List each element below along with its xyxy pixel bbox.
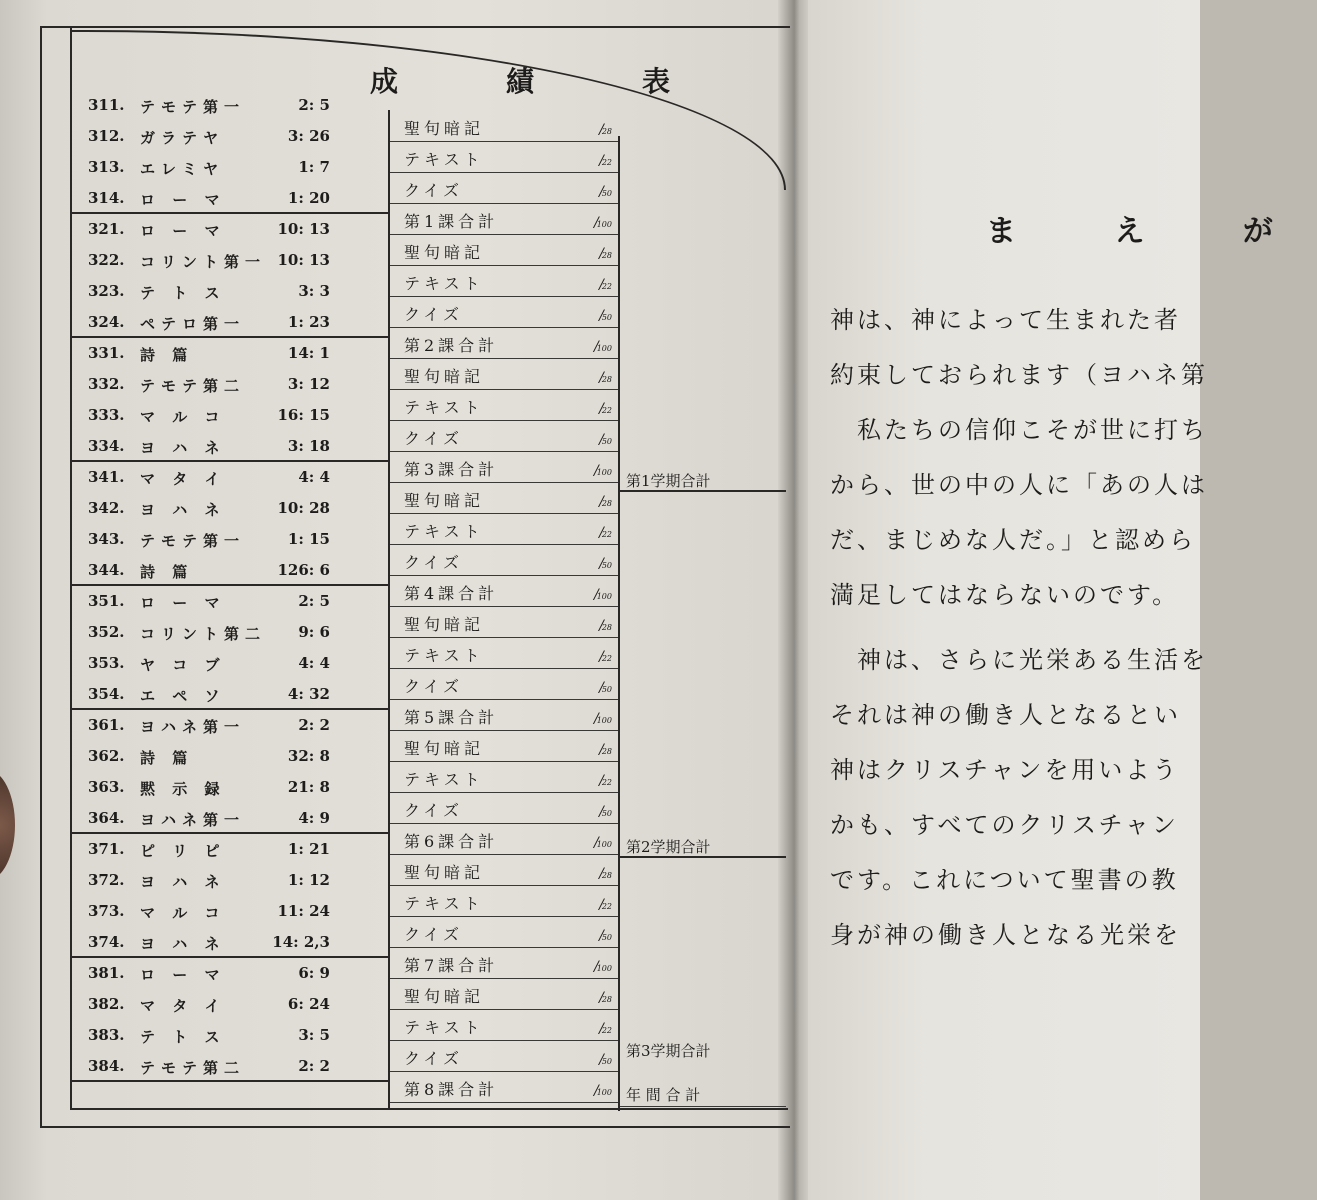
verse-book: ヨ ハ ネ (140, 501, 226, 519)
term-total-label: 第1学期合計 (626, 472, 711, 490)
score-item-label: 聖句暗記 (404, 243, 485, 262)
verse-number: 324. (88, 313, 125, 331)
verse-row (88, 553, 338, 583)
verse-number: 371. (88, 840, 125, 858)
max-score: / 28 (599, 618, 612, 634)
verse-reference: 14: 1 (287, 344, 330, 362)
verse-reference: 10: 13 (277, 220, 330, 238)
verse-row (88, 181, 338, 211)
verse-reference: 3: 5 (298, 1026, 330, 1044)
verse-row (88, 863, 338, 893)
score-item (398, 544, 618, 574)
verse-book: ペテロ第一 (140, 315, 246, 333)
max-score: / 22 (599, 277, 612, 293)
verse-reference: 6: 24 (287, 995, 330, 1013)
score-item-label: 聖句暗記 (404, 367, 485, 386)
preface-line: かも、すべてのクリスチャン (830, 811, 1179, 839)
score-item (398, 420, 618, 450)
verse-row (88, 243, 338, 273)
verse-number: 321. (88, 220, 125, 238)
verse-row (88, 274, 338, 304)
verse-reference: 32: 8 (287, 747, 330, 765)
max-score: / 50 (599, 680, 612, 696)
preface-line: それは神の働き人となるとい (830, 701, 1181, 729)
verse-row (88, 1018, 338, 1048)
verse-book: ロ ー マ (140, 594, 226, 612)
verse-row (88, 646, 338, 676)
verse-book: ロ ー マ (140, 222, 226, 240)
verse-number: 342. (88, 499, 125, 517)
verse-number: 361. (88, 716, 125, 734)
verse-book: ピ リ ピ (140, 842, 226, 860)
verse-row (88, 956, 338, 986)
verse-reference: 126: 6 (277, 561, 330, 579)
verse-number: 333. (88, 406, 125, 424)
preface-heading: ま え が (986, 214, 1317, 249)
verse-reference: 4: 4 (298, 468, 330, 486)
score-item-label: テキスト (404, 150, 484, 169)
max-score: / 50 (599, 1052, 612, 1068)
verse-number: 354. (88, 685, 125, 703)
verse-number: 311. (88, 96, 125, 114)
score-item (398, 172, 618, 202)
score-item (398, 141, 618, 171)
score-item-label: テキスト (404, 646, 484, 665)
verse-book: テ ト ス (140, 1028, 226, 1046)
score-item (398, 575, 618, 605)
lesson-total-label: 第1課合計 (404, 212, 499, 231)
verse-reference: 2: 5 (298, 96, 330, 114)
score-item (398, 234, 618, 264)
preface-line: 私たちの信仰こそが世に打ち (830, 416, 1208, 444)
lesson-divider (72, 1080, 390, 1082)
max-score: / 100 (594, 835, 612, 851)
score-item (398, 761, 618, 791)
verse-book: ヨ ハ ネ (140, 935, 226, 953)
max-score: / 50 (599, 804, 612, 820)
verse-book: テモテ第二 (140, 1059, 246, 1077)
max-score: / 28 (599, 742, 612, 758)
column-divider (618, 136, 620, 1111)
verse-book: エレミヤ (140, 160, 225, 178)
verse-book: マ タ イ (140, 997, 226, 1015)
lesson-total-label: 第6課合計 (404, 832, 499, 851)
verse-reference: 4: 32 (287, 685, 330, 703)
verse-row (88, 119, 338, 149)
lesson-total-label: 第8課合計 (404, 1080, 499, 1099)
score-item (398, 482, 618, 512)
verse-number: 381. (88, 964, 125, 982)
verse-number: 373. (88, 902, 125, 920)
term-divider (620, 490, 786, 492)
max-score: / 28 (599, 246, 612, 262)
max-score: / 22 (599, 1021, 612, 1037)
score-item (398, 327, 618, 357)
preface-line: 満足してはならないのです。 (830, 581, 1180, 609)
verse-number: 344. (88, 561, 125, 579)
verse-number: 352. (88, 623, 125, 641)
lesson-total-label: 第5課合計 (404, 708, 499, 727)
verse-row (88, 894, 338, 924)
verse-book: テ ト ス (140, 284, 226, 302)
verse-row (88, 987, 338, 1017)
score-item-label: テキスト (404, 398, 484, 417)
verse-row (88, 460, 338, 490)
max-score: / 50 (599, 184, 612, 200)
verse-reference: 9: 6 (298, 623, 330, 641)
lesson-total-label: 第2課合計 (404, 336, 499, 355)
verse-number: 334. (88, 437, 125, 455)
score-item (398, 730, 618, 760)
verse-number: 323. (88, 282, 125, 300)
verse-row (88, 739, 338, 769)
verse-row (88, 677, 338, 707)
preface-line: です。これについて聖書の教 (830, 866, 1179, 894)
lesson-total-label: 第4課合計 (404, 584, 499, 603)
verse-reference: 1: 15 (287, 530, 330, 548)
verse-number: 363. (88, 778, 125, 796)
verse-row (88, 1049, 338, 1079)
score-item (398, 1040, 618, 1070)
preface-line: 身が神の働き人となる光栄を (830, 921, 1181, 949)
score-item-label: クイズ (404, 677, 464, 696)
verse-number: 364. (88, 809, 125, 827)
verse-book: ヨ ハ ネ (140, 439, 226, 457)
score-item (398, 1071, 618, 1101)
verse-row (88, 212, 338, 242)
verse-book: テモテ第一 (140, 532, 246, 550)
verse-reference: 1: 12 (287, 871, 330, 889)
max-score: / 100 (594, 587, 612, 603)
verse-book: ヤ コ ブ (140, 656, 226, 674)
max-score: / 28 (599, 370, 612, 386)
verse-reference: 1: 7 (298, 158, 330, 176)
max-score: / 100 (594, 339, 612, 355)
preface-line: 神は、神によって生まれた者 (830, 306, 1181, 334)
max-score: / 22 (599, 773, 612, 789)
verse-reference: 16: 15 (277, 406, 330, 424)
max-score: / 100 (594, 215, 612, 231)
score-item (398, 823, 618, 853)
verse-reference: 21: 8 (287, 778, 330, 796)
verse-reference: 2: 2 (298, 716, 330, 734)
score-item-label: 聖句暗記 (404, 615, 485, 634)
term-divider (620, 856, 786, 858)
verse-book: ロ ー マ (140, 966, 226, 984)
verse-number: 314. (88, 189, 125, 207)
max-score: / 50 (599, 308, 612, 324)
verse-book: テモテ第二 (140, 377, 246, 395)
score-item-label: テキスト (404, 894, 484, 913)
verse-row (88, 925, 338, 955)
term-total-label: 第2学期合計 (626, 838, 711, 856)
verse-book: 黙 示 録 (140, 780, 226, 798)
score-item (398, 110, 618, 140)
verse-book: コリント第二 (140, 625, 267, 643)
max-score: / 22 (599, 649, 612, 665)
score-item (398, 699, 618, 729)
verse-row (88, 770, 338, 800)
verse-book: 詩 篇 (140, 563, 194, 581)
verse-number: 374. (88, 933, 125, 951)
verse-number: 341. (88, 468, 125, 486)
verse-number: 343. (88, 530, 125, 548)
term-divider (620, 1106, 786, 1107)
score-item-label: 聖句暗記 (404, 491, 485, 510)
table-title: 成 績 表 (370, 65, 711, 98)
verse-row (88, 398, 338, 428)
verse-reference: 6: 9 (298, 964, 330, 982)
verse-row (88, 801, 338, 831)
score-item-label: 聖句暗記 (404, 739, 485, 758)
verse-book: 詩 篇 (140, 346, 194, 364)
verse-row (88, 832, 338, 862)
verse-reference: 4: 4 (298, 654, 330, 672)
verse-reference: 1: 20 (287, 189, 330, 207)
verse-number: 383. (88, 1026, 125, 1044)
score-item (398, 668, 618, 698)
verse-number: 351. (88, 592, 125, 610)
verse-row (88, 305, 338, 335)
verse-row (88, 429, 338, 459)
verse-book: コリント第一 (140, 253, 267, 271)
score-item (398, 358, 618, 388)
verse-row (88, 336, 338, 366)
verse-reference: 3: 26 (287, 127, 330, 145)
verse-reference: 14: 2,3 (272, 933, 330, 951)
score-item (398, 947, 618, 977)
score-item-label: クイズ (404, 429, 464, 448)
preface-line: から、世の中の人に「あの人は (830, 471, 1208, 499)
column-divider (388, 110, 390, 1110)
score-item (398, 451, 618, 481)
verse-book: ヨハネ第一 (140, 811, 246, 829)
max-score: / 28 (599, 494, 612, 510)
verse-number: 372. (88, 871, 125, 889)
score-item (398, 854, 618, 884)
verse-reference: 4: 9 (298, 809, 330, 827)
verse-reference: 1: 23 (287, 313, 330, 331)
score-item (398, 265, 618, 295)
max-score: / 50 (599, 432, 612, 448)
max-score: / 100 (594, 711, 612, 727)
verse-reference: 10: 28 (277, 499, 330, 517)
max-score: / 100 (594, 959, 612, 975)
score-item-label: クイズ (404, 801, 464, 820)
score-item (398, 792, 618, 822)
verse-book: ヨ ハ ネ (140, 873, 226, 891)
score-item-label: クイズ (404, 305, 464, 324)
score-item (398, 1009, 618, 1039)
verse-book: マ ル コ (140, 904, 226, 922)
max-score: / 100 (594, 1083, 612, 1099)
max-score: / 22 (599, 401, 612, 417)
verse-book: 詩 篇 (140, 749, 194, 767)
verse-book: ロ ー マ (140, 191, 226, 209)
max-score: / 22 (599, 153, 612, 169)
score-item-label: テキスト (404, 1018, 484, 1037)
score-item-label: 聖句暗記 (404, 863, 485, 882)
score-item (398, 606, 618, 636)
verse-number: 322. (88, 251, 125, 269)
verse-book: マ ル コ (140, 408, 226, 426)
score-item-label: クイズ (404, 181, 464, 200)
verse-book: エ ペ ソ (140, 687, 226, 705)
preface-line: 神はクリスチャンを用いよう (830, 756, 1180, 784)
max-score: / 100 (594, 463, 612, 479)
max-score: / 28 (599, 990, 612, 1006)
verse-row (88, 584, 338, 614)
verse-reference: 3: 3 (298, 282, 330, 300)
max-score: / 50 (599, 928, 612, 944)
score-item-label: クイズ (404, 925, 464, 944)
verse-reference: 3: 18 (287, 437, 330, 455)
score-item-label: クイズ (404, 1049, 464, 1068)
score-item-label: テキスト (404, 522, 484, 541)
score-item (398, 637, 618, 667)
verse-row (88, 615, 338, 645)
verse-reference: 11: 24 (277, 902, 330, 920)
score-item (398, 916, 618, 946)
max-score: / 28 (599, 122, 612, 138)
preface-line: だ、まじめな人だ。」と認めら (830, 526, 1196, 554)
score-item (398, 513, 618, 543)
verse-reference: 10: 13 (277, 251, 330, 269)
verse-number: 313. (88, 158, 125, 176)
verse-number: 353. (88, 654, 125, 672)
max-score: / 22 (599, 525, 612, 541)
preface-line: 約束しておられます（ヨハネ第 (830, 361, 1208, 389)
verse-book: テモテ第一 (140, 98, 246, 116)
score-item-label: 聖句暗記 (404, 119, 485, 138)
max-score: / 28 (599, 866, 612, 882)
verse-row (88, 88, 338, 118)
verse-reference: 3: 12 (287, 375, 330, 393)
verse-row (88, 150, 338, 180)
lesson-total-label: 第3課合計 (404, 460, 499, 479)
score-row-line (390, 1102, 618, 1103)
lesson-total-label: 第7課合計 (404, 956, 499, 975)
verse-row (88, 708, 338, 738)
verse-book: マ タ イ (140, 470, 226, 488)
score-item-label: クイズ (404, 553, 464, 572)
term-total-label: 年 間 合 計 (626, 1086, 701, 1104)
score-item (398, 978, 618, 1008)
score-item (398, 389, 618, 419)
verse-reference: 1: 21 (287, 840, 330, 858)
verse-row (88, 367, 338, 397)
verse-number: 331. (88, 344, 125, 362)
verse-book: ヨハネ第一 (140, 718, 246, 736)
max-score: / 22 (599, 897, 612, 913)
verse-number: 332. (88, 375, 125, 393)
score-item (398, 296, 618, 326)
verse-number: 384. (88, 1057, 125, 1075)
verse-row (88, 522, 338, 552)
score-item (398, 885, 618, 915)
term-total-label: 第3学期合計 (626, 1042, 711, 1060)
verse-book: ガラテヤ (140, 129, 225, 147)
score-item-label: 聖句暗記 (404, 987, 485, 1006)
max-score: / 50 (599, 556, 612, 572)
score-item (398, 203, 618, 233)
verse-row (88, 491, 338, 521)
verse-reference: 2: 2 (298, 1057, 330, 1075)
score-item-label: テキスト (404, 770, 484, 789)
verse-reference: 2: 5 (298, 592, 330, 610)
verse-number: 382. (88, 995, 125, 1013)
score-item-label: テキスト (404, 274, 484, 293)
verse-number: 362. (88, 747, 125, 765)
preface-line: 神は、さらに光栄ある生活を (830, 646, 1208, 674)
verse-number: 312. (88, 127, 125, 145)
